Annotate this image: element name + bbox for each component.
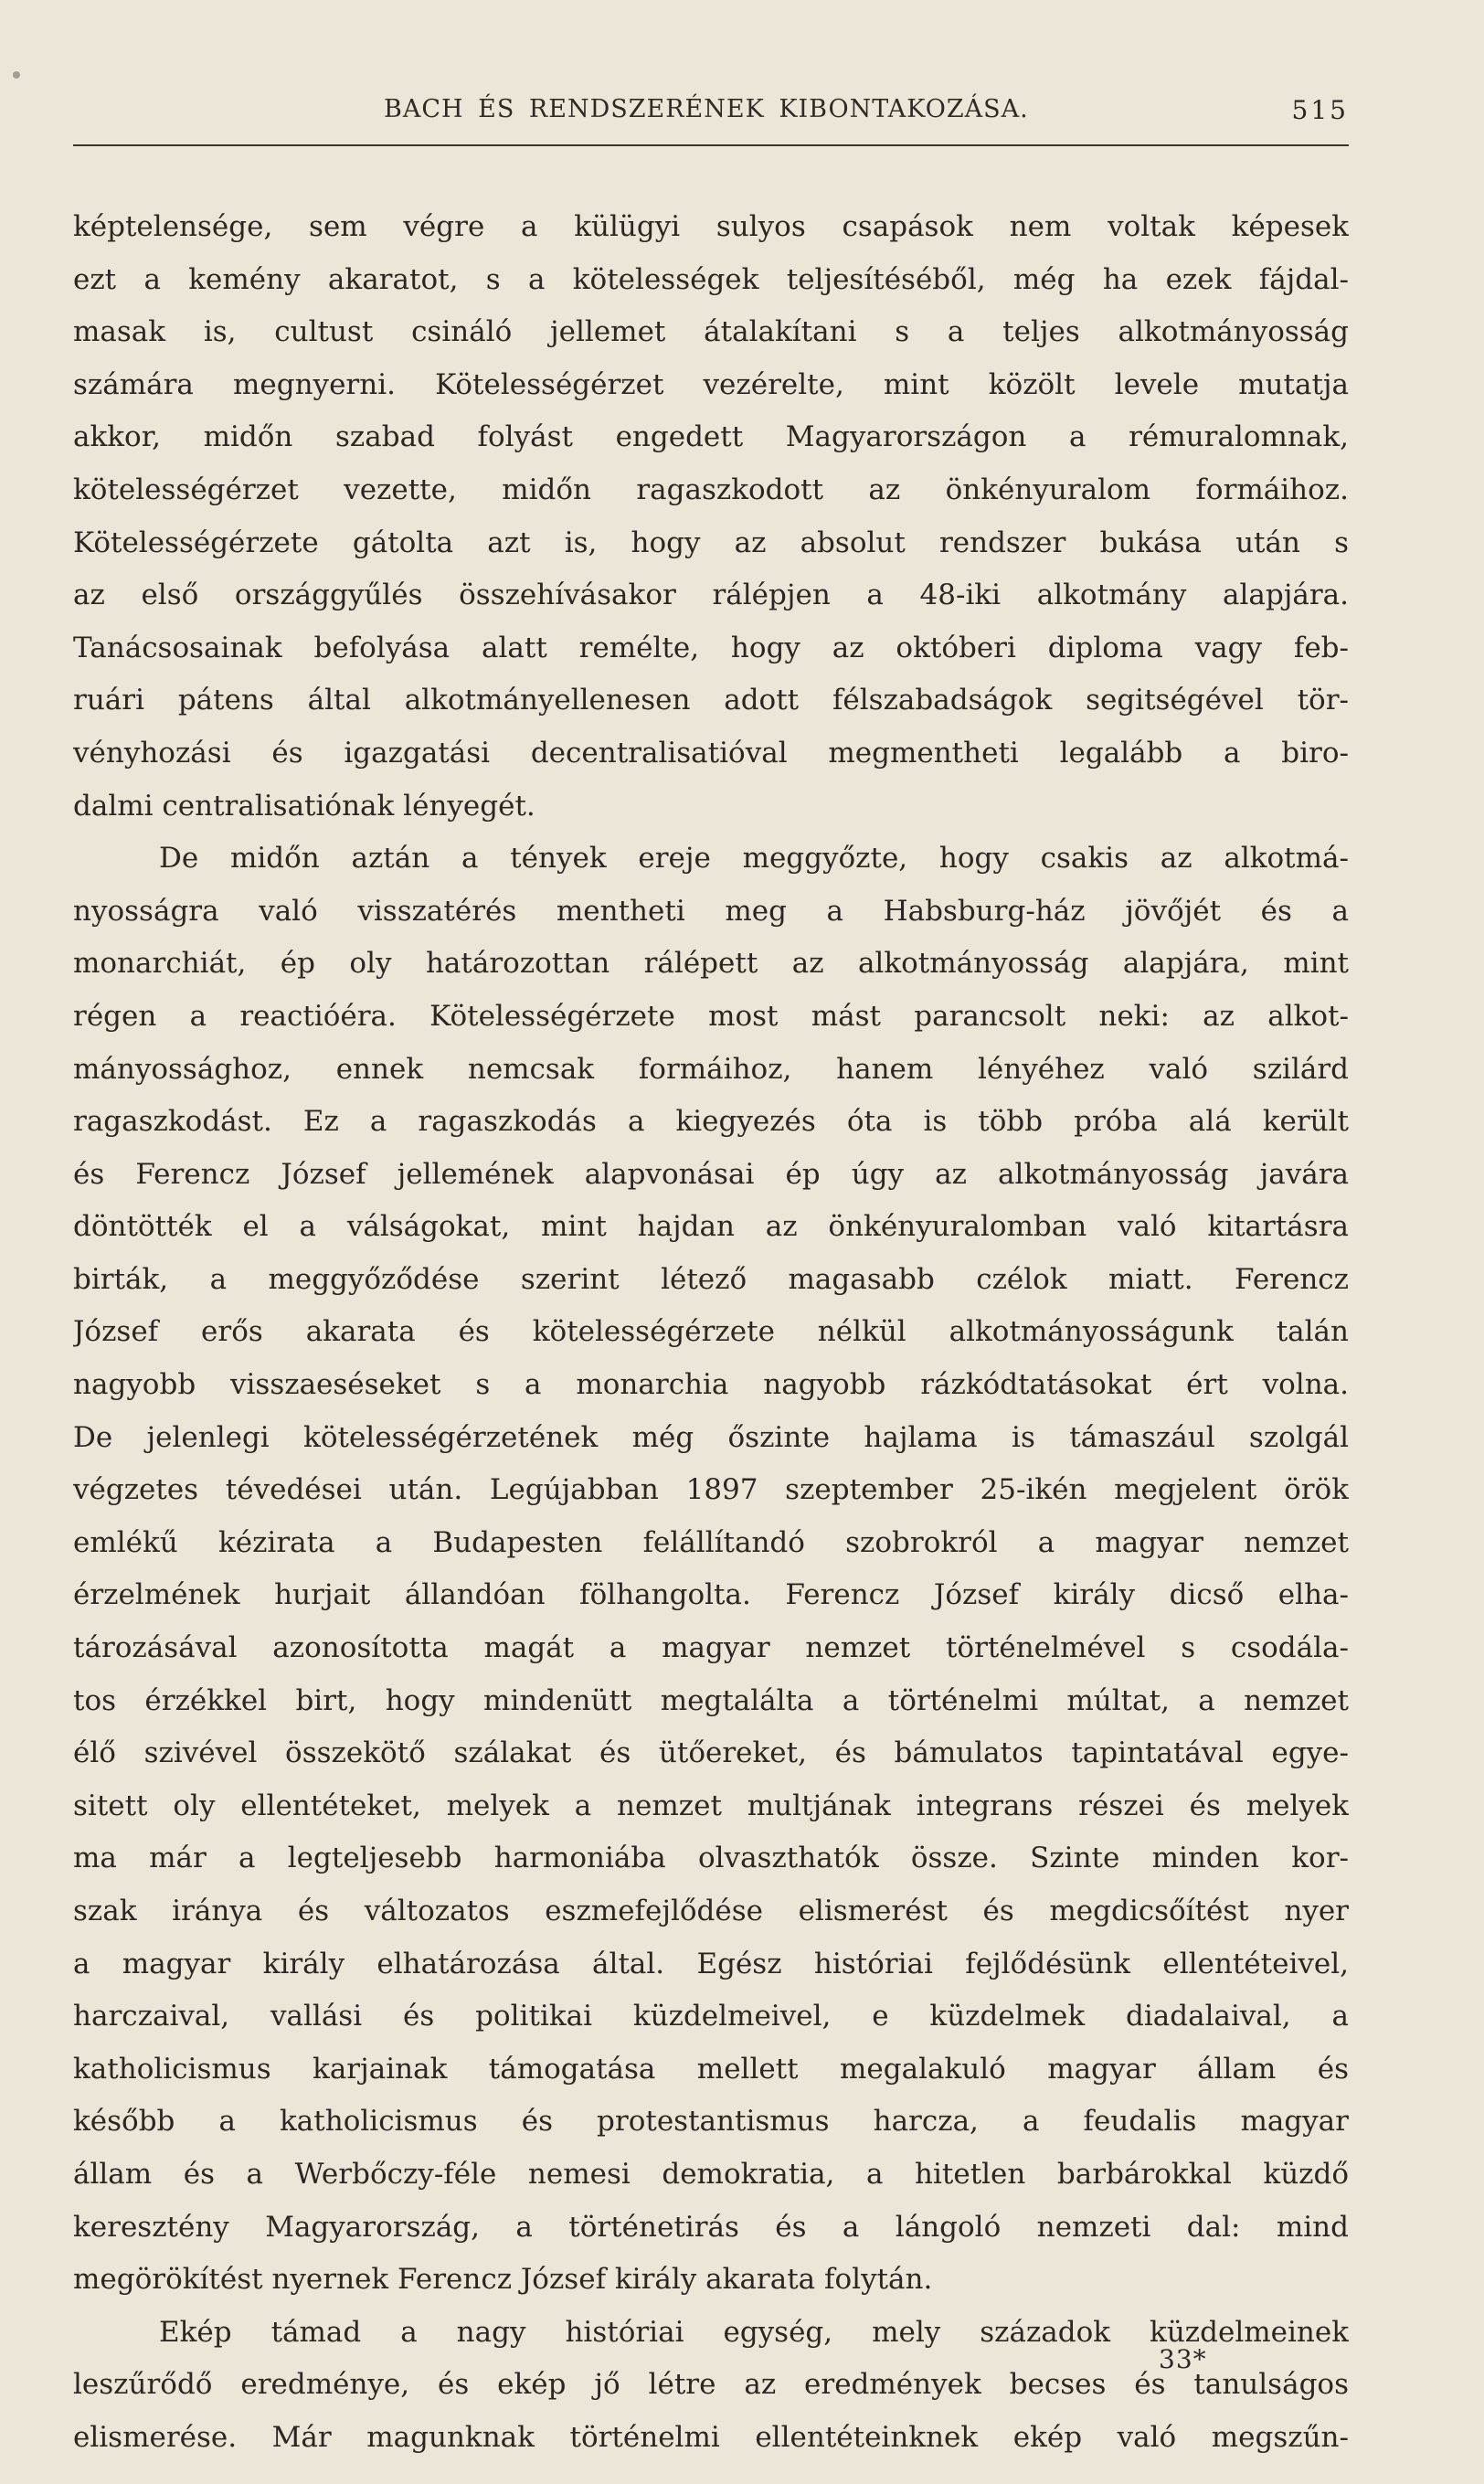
text-line: ezt a kemény akaratot, s a kötelességek teljesítéséből, még ha ezek fájdal-	[73, 262, 1349, 296]
running-head: BACH ÉS RENDSZERÉNEK KIBONTAKOZÁSA.	[384, 95, 1029, 123]
header-rule	[73, 144, 1349, 146]
text-line: birták, a meggyőződése szerint létező magasabb czélok miatt. Ferencz	[73, 1262, 1349, 1296]
text-line: a magyar király elhatározása által. Egész históriai fejlődésünk ellentéteivel,	[73, 1947, 1349, 1980]
paper-speck	[13, 71, 20, 79]
text-line: kötelességérzet vezette, midőn ragaszkodott az önkényuralom formáihoz.	[73, 472, 1349, 506]
text-line: döntötték el a válságokat, mint hajdan az önkényuralomban való kitartásra	[73, 1210, 1349, 1244]
text-line: masak is, cultust csináló jellemet átalakítani s a teljes alkotmányosság	[73, 315, 1349, 349]
text-line: képtelensége, sem végre a külügyi sulyos csapások nem voltak képesek	[73, 210, 1349, 243]
text-line: emlékű kézirata a Budapesten felállítandó szobrokról a magyar nemzet	[73, 1525, 1349, 1559]
text-line: állam és a Werbőczy-féle nemesi demokratia, a hitetlen barbárokkal küzdő	[73, 2157, 1349, 2191]
text-line: érzelmének hurjait állandóan fölhangolta. Ferencz József király dicső elha-	[73, 1578, 1349, 1612]
page-number: 515	[1291, 95, 1349, 125]
text-line: monarchiát, ép oly határozottan rálépett az alkotmányosság alapjára, mint	[73, 947, 1349, 981]
text-line: végzetes tévedései után. Legújabban 1897 szeptember 25-ikén megjelent örök	[73, 1473, 1349, 1507]
text-line: vényhozási és igazgatási decentralisatióval megmentheti legalább a biro-	[73, 736, 1349, 770]
paragraph-end-line: megörökítést nyernek Ferencz József király akarata folytán.	[73, 2263, 933, 2297]
text-line: De jelenlegi kötelességérzetének még őszinte hajlama is támaszául szolgál	[73, 1420, 1349, 1454]
text-line: az első országgyűlés összehívásakor rálépjen a 48-iki alkotmány alapjára.	[73, 579, 1349, 612]
text-line: Kötelességérzete gátolta azt is, hogy az absolut rendszer bukása után s	[73, 525, 1349, 559]
text-line: és Ferencz József jellemének alapvonásai ép úgy az alkotmányosság javára	[73, 1157, 1349, 1191]
text-line: elismerése. Már magunknak történelmi ellentéteinknek ekép való megszűn-	[73, 2420, 1349, 2454]
text-line: nyosságra való visszatérés mentheti meg a Habsburg-ház jövőjét és a	[73, 894, 1349, 928]
text-line: Tanácsosainak befolyása alatt remélte, hogy az októberi diploma vagy feb-	[73, 631, 1349, 664]
body-text	[73, 201, 1349, 2465]
text-line: harczaival, vallási és politikai küzdelmeivel, e küzdelmek diadalaival, a	[73, 2000, 1349, 2033]
page-header	[73, 95, 1349, 135]
text-line: sitett oly ellentéteket, melyek a nemzet multjának integrans részei és melyek	[73, 1789, 1349, 1822]
signature-mark: 33*	[1159, 2344, 1207, 2374]
paragraph-start-line: De midőn aztán a tények ereje meggyőzte, hogy csakis az alkotmá-	[159, 842, 1349, 876]
text-line: leszűrődő eredménye, és ekép jő létre az eredmények becses és tanulságos	[73, 2368, 1349, 2402]
text-line: régen a reactióéra. Kötelességérzete most mást parancsolt neki: az alkot-	[73, 999, 1349, 1033]
text-line: élő szivével összekötő szálakat és ütőereket, és bámulatos tapintatával egye-	[73, 1736, 1349, 1770]
text-line: akkor, midőn szabad folyást engedett Magyarországon a rémuralomnak,	[73, 420, 1349, 454]
text-line: ragaszkodást. Ez a ragaszkodás a kiegyezés óta is több próba alá került	[73, 1105, 1349, 1139]
text-line: nagyobb visszaeséseket s a monarchia nagyobb rázkódtatásokat ért volna.	[73, 1368, 1349, 1402]
text-line: tározásával azonosította magát a magyar nemzet történelmével s csodála-	[73, 1631, 1349, 1665]
text-line: keresztény Magyarország, a történetirás és a lángoló nemzeti dal: mind	[73, 2210, 1349, 2244]
text-line: ruári pátens által alkotmányellenesen adott félszabadságok segitségével tör-	[73, 684, 1349, 717]
text-line: ma már a legteljesebb harmoniába olvaszthatók össze. Szinte minden kor-	[73, 1842, 1349, 1875]
text-line: mányossághoz, ennek nemcsak formáihoz, hanem lényéhez való szilárd	[73, 1052, 1349, 1086]
paragraph-end-line: dalmi centralisatiónak lényegét.	[73, 789, 535, 823]
text-line: József erős akarata és kötelességérzete nélkül alkotmányosságunk talán	[73, 1315, 1349, 1349]
text-line: számára megnyerni. Kötelességérzet vezérelte, mint közölt levele mutatja	[73, 367, 1349, 401]
text-line: később a katholicismus és protestantismus harcza, a feudalis magyar	[73, 2105, 1349, 2139]
text-line: szak iránya és változatos eszmefejlődése elismerést és megdicsőítést nyer	[73, 1895, 1349, 1927]
paragraph-start-line: Ekép támad a nagy históriai egység, mely századok küzdelmeinek	[159, 2315, 1349, 2349]
text-line: tos érzékkel birt, hogy mindenütt megtalálta a történelmi múltat, a nemzet	[73, 1683, 1349, 1717]
text-line: katholicismus karjainak támogatása mellett megalakuló magyar állam és	[73, 2052, 1349, 2086]
